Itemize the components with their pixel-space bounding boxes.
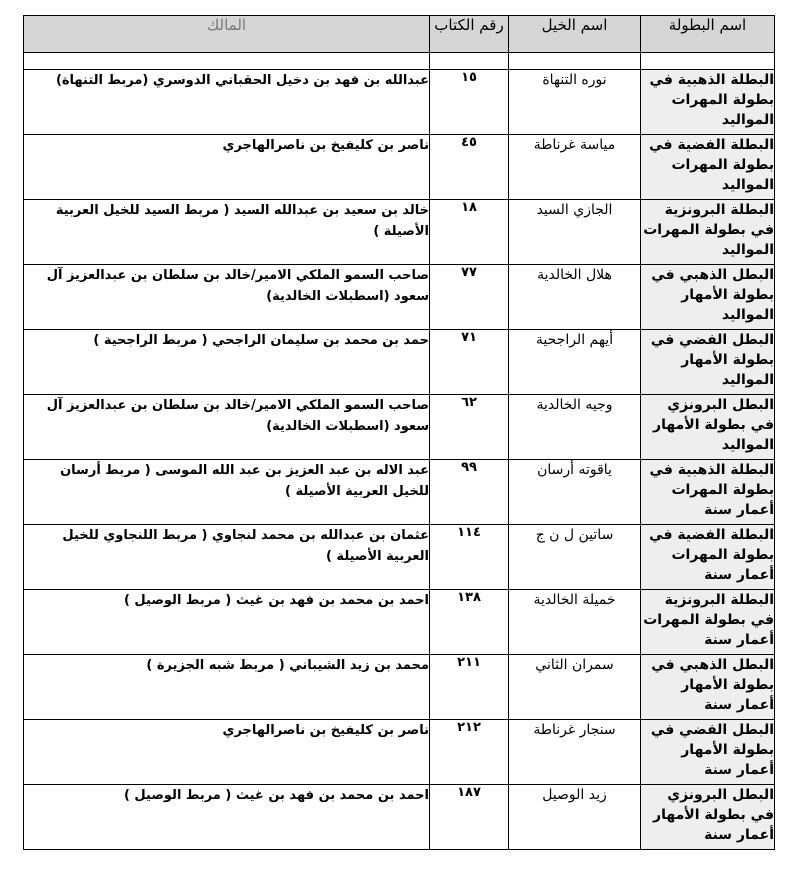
catalog-number-cell: ١١٤ (430, 525, 509, 590)
header-row (24, 16, 775, 53)
owner-cell: ناصر بن كليفيخ بن ناصرالهاجري (24, 135, 430, 200)
championship-cell: البطلة الفضية في بطولة المهرات أعمار سنة (641, 525, 775, 590)
horse-name-cell: خميلة الخالدية (509, 590, 641, 655)
championship-cell: البطل البرونزي في بطولة الأمهار أعمار سنة (641, 785, 775, 850)
championship-cell: البطلة الذهبية في بطولة المهرات المواليد (641, 70, 775, 135)
horse-name-cell: مياسة غرناطة (509, 135, 641, 200)
catalog-number-cell: ٢١١ (430, 655, 509, 720)
header-catalog-number: رقم الكتاب (430, 16, 509, 53)
horse-name-cell: نوره التنهاة (509, 70, 641, 135)
championship-cell: البطلة الذهبية في بطولة المهرات أعمار سنة (641, 460, 775, 525)
table-row (24, 460, 775, 525)
header-owner: المالك (24, 16, 430, 53)
catalog-number-cell: ٢١٢ (430, 720, 509, 785)
horse-name-cell: سنجار غرناطة (509, 720, 641, 785)
owner-cell: عبدالله بن فهد بن دخيل الحقباني الدوسري (مربط التنهاة) (24, 70, 430, 135)
owner-cell: عبد الاله بن عبد العزيز بن عبد الله الموسى ( مربط أرسان للخيل العربية الأصيلة ) (24, 460, 430, 525)
table-row (24, 395, 775, 460)
championship-cell: البطل الذهبي في بطولة الأمهار المواليد (641, 265, 775, 330)
owner-cell: خالد بن سعيد بن عبدالله السيد ( مربط السيد للخيل العربية الأصيلة ) (24, 200, 430, 265)
championship-cell: البطلة البرونزية في بطولة المهرات أعمار سنة (641, 590, 775, 655)
championship-cell: البطلة البرونزية في بطولة المهرات المواليد (641, 200, 775, 265)
championship-cell: البطل الذهبي في بطولة الأمهار أعمار سنة (641, 655, 775, 720)
table-row (24, 70, 775, 135)
catalog-number-cell: ٤٥ (430, 135, 509, 200)
catalog-number-cell: ٧٧ (430, 265, 509, 330)
owner-cell: صاحب السمو الملكي الامير/خالد بن سلطان بن عبدالعزيز آل سعود (اسطبلات الخالدية) (24, 395, 430, 460)
owner-cell: صاحب السمو الملكي الامير/خالد بن سلطان بن عبدالعزيز آل سعود (اسطبلات الخالدية) (24, 265, 430, 330)
horse-name-cell: وجيه الخالدية (509, 395, 641, 460)
table-row (24, 525, 775, 590)
catalog-number-cell: ٩٩ (430, 460, 509, 525)
catalog-number-cell: ١٥ (430, 70, 509, 135)
owner-cell: محمد بن زيد الشيباني ( مربط شبه الجزيرة ) (24, 655, 430, 720)
header-championship: اسم البطولة (641, 16, 775, 53)
owner-cell: حمد بن محمد بن سليمان الراجحي ( مربط الراجحية ) (24, 330, 430, 395)
table-row (24, 590, 775, 655)
championship-cell: البطل البرونزي في بطولة الأمهار المواليد (641, 395, 775, 460)
championship-cell: البطلة الفضية في بطولة المهرات المواليد (641, 135, 775, 200)
horse-name-cell: هلال الخالدية (509, 265, 641, 330)
header-horse: اسم الخيل (509, 16, 641, 53)
table-row (24, 135, 775, 200)
horse-name-cell: زيد الوصيل (509, 785, 641, 850)
championship-cell: البطل الفضي في بطولة الأمهار أعمار سنة (641, 720, 775, 785)
table-row (24, 265, 775, 330)
catalog-number-cell: ١٨٧ (430, 785, 509, 850)
horse-name-cell: الجازي السيد (509, 200, 641, 265)
owner-cell: ناصر بن كليفيخ بن ناصرالهاجري (24, 720, 430, 785)
table-row (24, 330, 775, 395)
catalog-number-cell: ١٣٨ (430, 590, 509, 655)
owner-cell: احمد بن محمد بن فهد بن غيث ( مربط الوصيل ) (24, 590, 430, 655)
owner-cell: عثمان بن عبدالله بن محمد لنجاوي ( مربط اللنجاوي للخيل العربية الأصيلة ) (24, 525, 430, 590)
championship-cell: البطل الفضي في بطولة الأمهار المواليد (641, 330, 775, 395)
results-table (23, 15, 775, 850)
table-body (24, 70, 775, 850)
horse-name-cell: سمران الثاني (509, 655, 641, 720)
table-row (24, 720, 775, 785)
horse-name-cell: ياقوته أرسان (509, 460, 641, 525)
owner-cell: احمد بن محمد بن فهد بن غيث ( مربط الوصيل ) (24, 785, 430, 850)
table-row (24, 785, 775, 850)
catalog-number-cell: ٦٢ (430, 395, 509, 460)
header-spacer (24, 53, 775, 70)
table-row (24, 200, 775, 265)
horse-name-cell: أيهم الراجحية (509, 330, 641, 395)
table-row (24, 655, 775, 720)
catalog-number-cell: ٧١ (430, 330, 509, 395)
horse-name-cell: ساتين ل ن ج (509, 525, 641, 590)
catalog-number-cell: ١٨ (430, 200, 509, 265)
